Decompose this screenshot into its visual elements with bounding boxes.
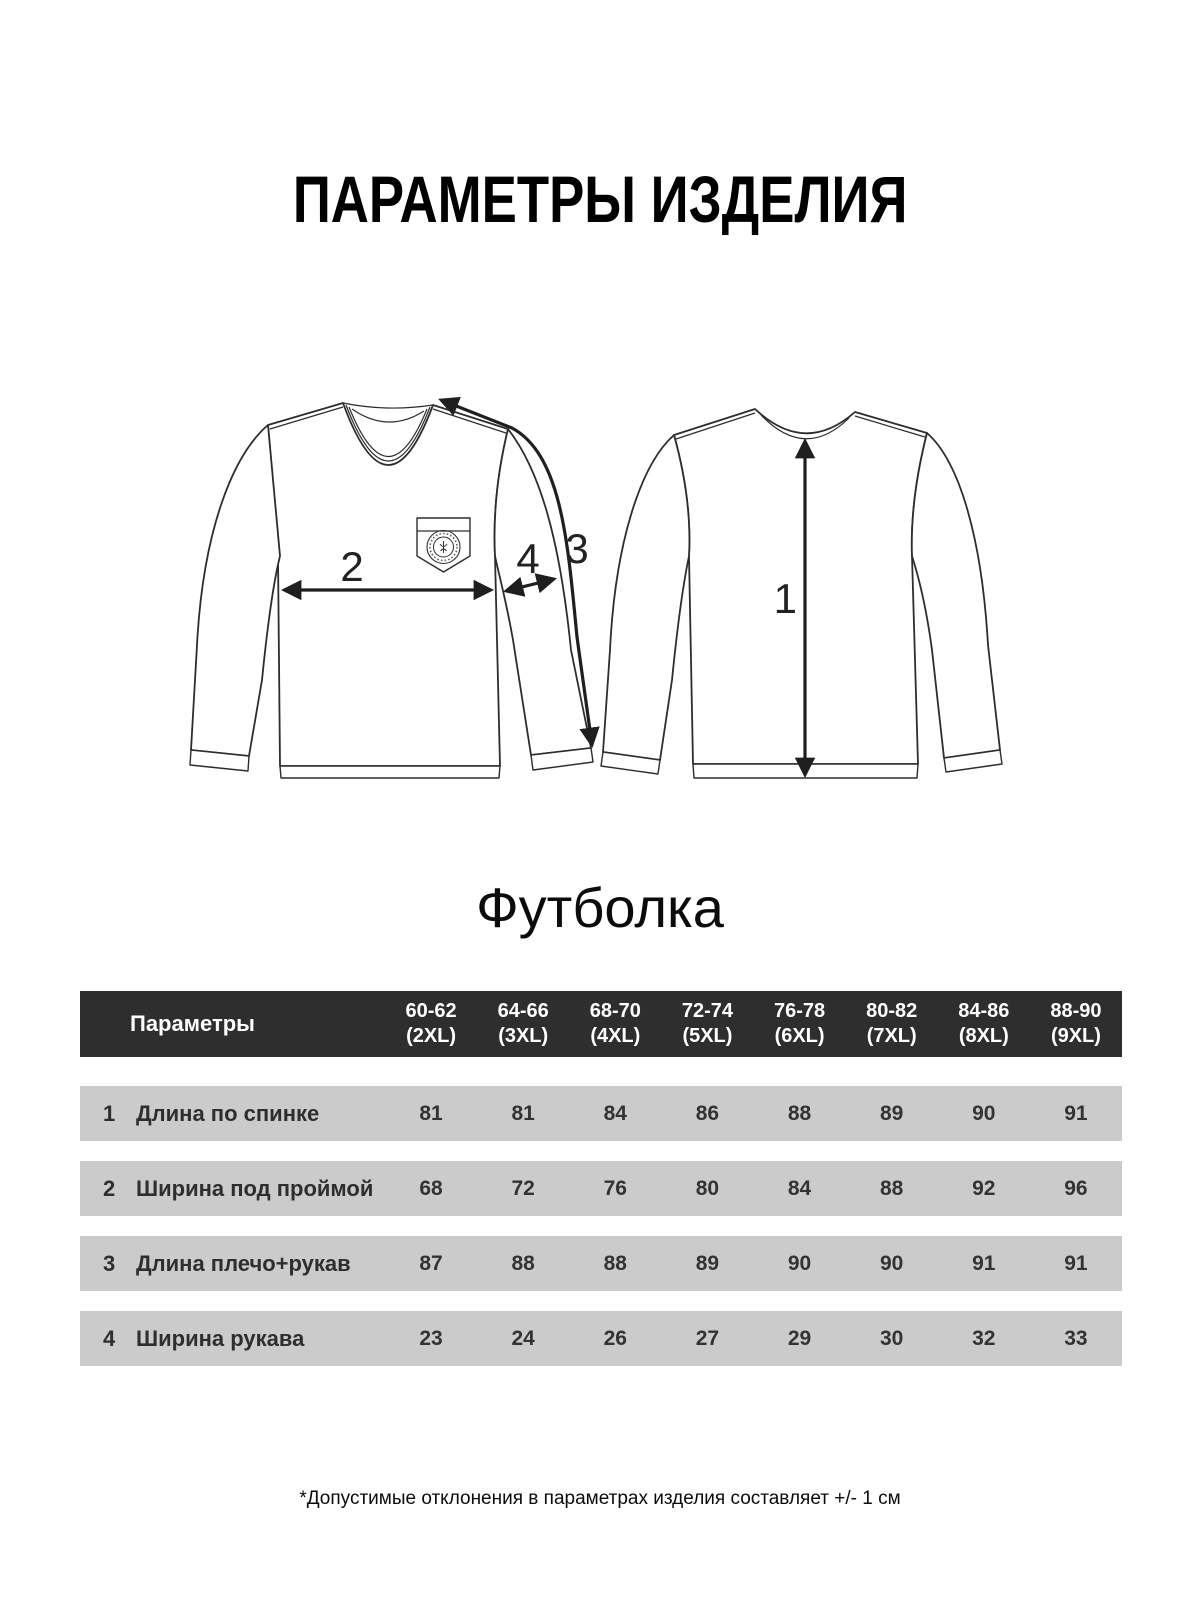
measurement-label-4: 4	[516, 535, 540, 582]
size-code: (8XL)	[958, 1025, 1009, 1047]
size-value-cell: 32	[972, 1326, 996, 1350]
table-row-sleeve-width	[80, 1311, 1122, 1366]
size-value-cell: 84	[603, 1101, 627, 1125]
front-back-neck-line	[352, 409, 424, 422]
size-column-header-3xl	[477, 991, 569, 1057]
row-label: Ширина рукава	[136, 1325, 305, 1351]
row-number: 3	[103, 1250, 116, 1276]
product-name: Футболка	[476, 876, 724, 939]
row-number: 2	[103, 1175, 116, 1201]
measurement-label-3: 3	[565, 525, 589, 572]
row-label: Длина по спинке	[136, 1100, 320, 1126]
size-value-cell: 89	[880, 1101, 904, 1125]
size-value-cell: 81	[511, 1101, 535, 1125]
front-hem-band	[280, 766, 500, 778]
size-code: (2XL)	[406, 1025, 457, 1047]
size-range: 68-70	[589, 1000, 641, 1022]
size-value-cell: 90	[880, 1251, 904, 1275]
size-value-cell: 29	[787, 1326, 812, 1350]
size-code: (5XL)	[682, 1025, 733, 1047]
garment-diagram	[0, 375, 1200, 815]
size-value-cell: 88	[787, 1101, 812, 1125]
size-value-cell: 90	[972, 1101, 996, 1125]
size-range: 64-66	[497, 1000, 549, 1022]
size-value-cell: 80	[695, 1176, 720, 1200]
size-range: 60-62	[405, 1000, 457, 1022]
size-value-cell: 88	[880, 1176, 904, 1200]
size-value-cell: 88	[603, 1251, 627, 1275]
size-code: (3XL)	[498, 1025, 549, 1047]
size-value-cell: 87	[419, 1251, 443, 1275]
size-value-cell: 90	[787, 1251, 812, 1275]
table-row-chest-width	[80, 1161, 1122, 1216]
size-table	[80, 991, 1122, 1366]
size-value-cell: 33	[1064, 1326, 1088, 1350]
size-range: 84-86	[958, 1000, 1010, 1022]
size-range: 80-82	[866, 1000, 918, 1022]
size-value-cell: 72	[511, 1176, 535, 1200]
table-row-back-length	[80, 1086, 1122, 1141]
front-view-drawing	[190, 400, 593, 778]
header-parameters-label: Параметры	[130, 1011, 255, 1036]
row-label: Ширина под проймой	[136, 1175, 374, 1201]
size-value-cell: 91	[1064, 1101, 1088, 1125]
size-column-header-6xl	[754, 991, 846, 1057]
size-code: (9XL)	[1050, 1025, 1101, 1047]
size-value-cell: 86	[695, 1101, 720, 1125]
page-title	[0, 162, 1200, 236]
size-code: (7XL)	[866, 1025, 917, 1047]
size-value-cell: 26	[603, 1326, 627, 1350]
row-number: 1	[103, 1100, 116, 1126]
back-view-drawing	[601, 409, 1002, 778]
measurement-label-1: 1	[773, 575, 797, 622]
size-value-cell: 91	[972, 1251, 996, 1275]
size-value-cell: 76	[603, 1176, 627, 1200]
size-code: (4XL)	[590, 1025, 641, 1047]
size-column-header-9xl	[1030, 991, 1122, 1057]
row-label: Длина плечо+рукав	[136, 1250, 351, 1276]
back-right-sleeve	[912, 433, 1000, 758]
table-row-sleeve-length	[80, 1236, 1122, 1291]
tolerance-note: *Допустимые отклонения в параметрах изделия составляет +/- 1 см	[299, 1488, 901, 1509]
size-value-cell: 96	[1064, 1176, 1088, 1200]
size-column-header-2xl	[385, 991, 477, 1057]
size-value-cell: 88	[511, 1251, 535, 1275]
size-range: 72-74	[681, 1000, 734, 1022]
size-range: 76-78	[773, 1000, 826, 1022]
size-column-header-8xl	[938, 991, 1030, 1057]
back-left-sleeve	[603, 435, 689, 760]
size-table-header	[80, 991, 1122, 1057]
size-value-cell: 89	[695, 1251, 720, 1275]
front-collar-top-edge	[343, 403, 433, 408]
size-column-header-7xl	[846, 991, 938, 1057]
size-code: (6XL)	[774, 1025, 825, 1047]
size-value-cell: 91	[1064, 1251, 1088, 1275]
size-column-header-4xl	[569, 991, 661, 1057]
size-range: 88-90	[1050, 1000, 1102, 1022]
front-left-sleeve	[191, 425, 280, 756]
size-value-cell: 30	[880, 1326, 904, 1350]
back-body-outline	[674, 409, 927, 764]
size-value-cell: 24	[511, 1326, 535, 1350]
size-value-cell: 81	[419, 1101, 443, 1125]
size-value-cell: 27	[695, 1326, 720, 1350]
front-body-outline	[268, 403, 508, 766]
size-value-cell: 23	[419, 1326, 443, 1350]
row-number: 4	[103, 1325, 116, 1351]
size-value-cell: 84	[787, 1176, 812, 1200]
size-column-header-5xl	[661, 991, 753, 1057]
front-right-sleeve	[495, 429, 591, 755]
size-value-cell: 92	[972, 1176, 996, 1200]
page-title-text: ПАРАМЕТРЫ ИЗДЕЛИЯ	[292, 162, 908, 236]
measurement-label-2: 2	[340, 543, 364, 590]
size-value-cell: 68	[419, 1176, 443, 1200]
